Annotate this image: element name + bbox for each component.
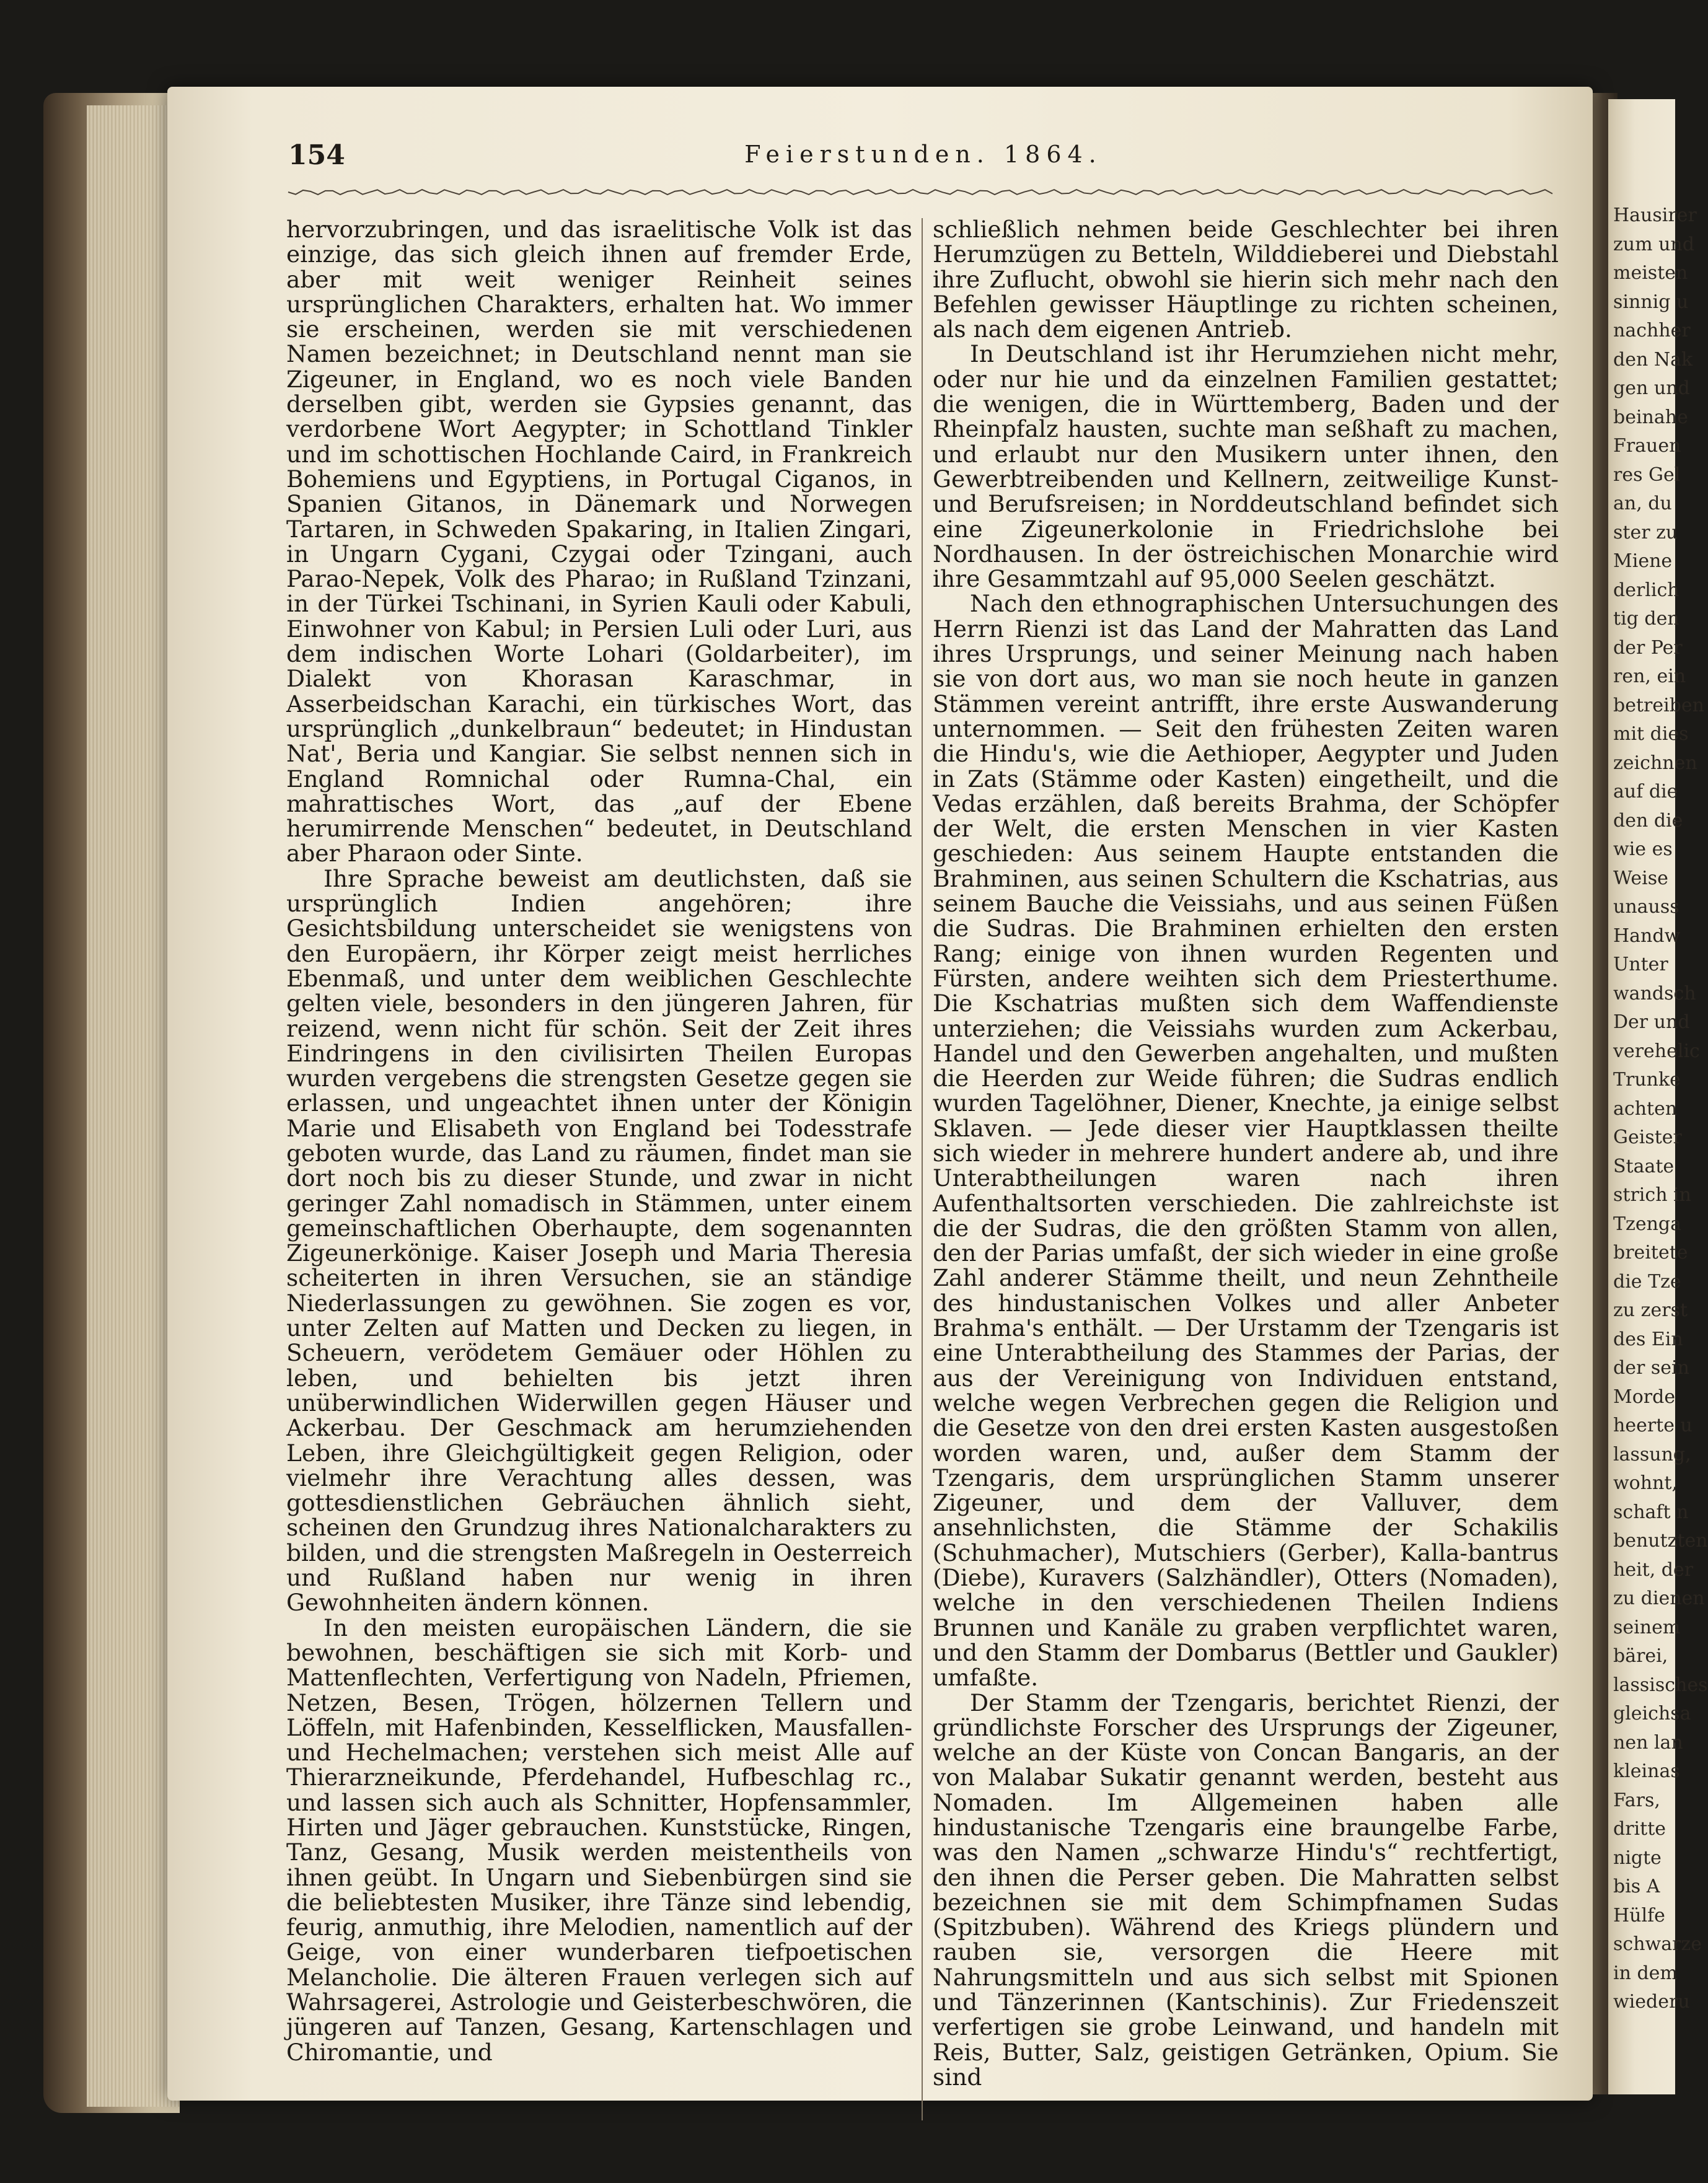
facing-page-line: mit dies: [1613, 723, 1689, 745]
facing-page-line: Hülfe: [1613, 1904, 1665, 1926]
facing-page-line: die Tze: [1613, 1270, 1681, 1293]
facing-page-line: res Gel: [1613, 463, 1681, 486]
facing-page-line: Tzenga: [1613, 1213, 1681, 1235]
facing-page-line: des Ein: [1613, 1328, 1683, 1350]
facing-page-line: wie es: [1613, 838, 1673, 860]
header-wavy-rule: [288, 186, 1559, 198]
facing-page-line: heit, der: [1613, 1558, 1694, 1581]
facing-page-line: wohnt,: [1613, 1472, 1678, 1494]
facing-page-line: Der und: [1613, 1011, 1690, 1033]
column-divider: [922, 218, 923, 2120]
facing-page-line: strich in: [1613, 1184, 1691, 1206]
facing-page-line: derlich: [1613, 579, 1679, 601]
facing-page-line: gleichsa: [1613, 1703, 1691, 1724]
facing-page-line: Trunke: [1613, 1069, 1681, 1091]
right-text-column: [933, 217, 1559, 2089]
facing-page-line: zu zerst: [1613, 1299, 1688, 1321]
facing-page-line: auf die: [1613, 781, 1678, 802]
facing-page-line: Hausirer: [1613, 204, 1697, 226]
facing-page-line: Geister: [1613, 1127, 1682, 1148]
facing-page-line: kleinas: [1613, 1760, 1680, 1782]
page-header: [288, 139, 1559, 177]
paragraph: In den meisten europäischen Ländern, die sie bewohnen, beschäftigen sie sich mit Korb- und Mattenflechten, Verfertigung von Nadeln, Pfriemen, Netzen, Besen, Trögen, hölzernen Tellern und Löffeln, mit Hafenbinden, Kesselflicken, Mausfallen- und Hechelmachen; verstehen sich meist Alle auf Thierarzneikunde, Pferdehandel, Hufbeschlag rc., und lassen sich auch als Schnitter, Hopfensammler, Hirten und Jäger gebrauchen. Kunststücke, Ringen, Tanz, Gesang, Musik werden meistentheils von ihnen geübt. In Ungarn und Siebenbürgen sind sie die beliebtesten Musiker, ihre Tänze sind lebendig, feurig, anmuthig, ihre Melodien, namentlich auf der Geige, von einer wunderbaren tiefpoetischen Melancholie. Die älteren Frauen verlegen sich auf Wahrsagerei, Astrologie und Geisterbeschwören, die jüngeren auf Tanzen, Gesang, Kartenschlagen und Chiromantie, und: [286, 1614, 912, 2066]
facing-page-line: Morde: [1613, 1386, 1676, 1408]
facing-page-line: Frauen: [1613, 435, 1681, 457]
paragraph: schließlich nehmen beide Geschlechter bei ihren Herumzügen zu Betteln, Wilddieberei und Diebstahl ihre Zuflucht, obwohl sie hierin sich mehr nach den Befehlen gewisser Häuptlinge zu richten scheinen, als nach dem eigenen Antrieb.: [933, 216, 1559, 343]
page-edges: [87, 105, 180, 2107]
facing-page-line: Miene: [1613, 550, 1673, 572]
page-number: 154: [288, 139, 345, 171]
facing-page-line: der Per: [1613, 636, 1683, 659]
facing-page-line: schwarze: [1613, 1933, 1702, 1955]
facing-page-line: wiederu: [1613, 1991, 1690, 2013]
facing-page-line: nachher: [1613, 320, 1691, 341]
facing-page-line: den die: [1613, 809, 1683, 832]
running-title: Feierstunden. 1864.: [744, 141, 1103, 168]
facing-page-line: benutzten: [1613, 1530, 1708, 1552]
facing-page-line: Unter: [1613, 954, 1668, 975]
facing-page-line: in dem: [1613, 1962, 1678, 1984]
facing-page-line: zeichnen: [1613, 752, 1697, 774]
facing-page-line: lassung,: [1613, 1443, 1691, 1465]
facing-page-line: gen und: [1613, 377, 1690, 399]
paragraph: In Deutschland ist ihr Herumziehen nicht mehr, oder nur hie und da einzelnen Familien gestattet; die wenigen, die in Württemberg, Baden und der Rheinpfalz hausten, suchte man seßhaft zu machen, und erlaubt nur den Musikern unter ihnen, den Gewerbtreibenden und Kellnern, zeitweilige Kunst- und Berufsreisen; in Norddeutschland befindet sich eine Zigeunerkolonie in Friedrichslohe bei Nordhausen. In der östreichischen Monarchie wird ihre Gesammtzahl auf 95,000 Seelen geschätzt.: [933, 340, 1559, 593]
facing-page-line: sinnig u: [1613, 291, 1689, 313]
facing-page-line: bis A: [1613, 1876, 1660, 1897]
facing-page-line: breitete: [1613, 1242, 1688, 1263]
facing-page-line: seinem: [1613, 1616, 1681, 1638]
facing-page-line: Staate: [1613, 1155, 1675, 1177]
facing-page-line: heerte u: [1613, 1415, 1693, 1436]
facing-page-line: beinahe: [1613, 406, 1688, 428]
facing-page-line: Weise: [1613, 867, 1668, 889]
facing-page-line: nigte: [1613, 1847, 1662, 1869]
facing-page-line: ren, ein: [1613, 665, 1686, 687]
facing-page-line: unauss: [1613, 896, 1679, 918]
paragraph: Ihre Sprache beweist am deutlichsten, daß sie ursprünglich Indien angehören; ihre Gesichtsbildung unterscheidet sie wenigstens von den Europäern, ihr Körper zeigt meist herrliches Ebenmaß, und unter dem weiblichen Geschlechte gelten viele, besonders in den jüngeren Jahren, für reizend, wenn nicht für schön. Seit der Zeit ihres Eindringens in den civilisirten Theilen Europas wurden vergebens die strengsten Gesetze gegen sie erlassen, und ungeachtet ihnen unter der Königin Marie und Elisabeth von England bei Todesstrafe geboten wurde, das Land zu räumen, findet man sie dort noch bis zu dieser Stunde, und zwar in nicht geringer Zahl nomadisch in Stämmen, unter einem gemeinschaftlichen Oberhaupte, dem sogenannten Zigeunerkönige. Kaiser Joseph und Maria Theresia scheiterten in ihren Versuchen, sie an ständige Niederlassungen zu gewöhnen. Sie zogen es vor, unter Zelten auf Matten und Decken zu liegen, in Scheuern, verödetem Gemäuer oder Höhlen zu leben, und behielten bis jetzt ihren unüberwindlichen Widerwillen gegen Häuser und Ackerbau. Der Geschmack am herumziehenden Leben, ihre Gleichgültigkeit gegen Religion, oder vielmehr ihre Verachtung alles dessen, was gottesdienstlichen Gebräuchen ähnlich sieht, scheinen den Grundzug ihres Nationalcharakters zu bilden, und die strengsten Maßregeln in Oesterreich und Rußland haben nur wenig in ihren Gewohnheiten ändern können.: [286, 864, 912, 1617]
facing-page-line: bärei,: [1613, 1645, 1668, 1667]
facing-page-line: wandsch: [1613, 982, 1696, 1004]
facing-page-line: betreiben: [1613, 694, 1704, 716]
facing-page-line: zu dienen: [1613, 1588, 1705, 1609]
facing-page-line: lassisches: [1613, 1674, 1708, 1696]
facing-page-line: meisten: [1613, 262, 1688, 284]
facing-page-line: dritte: [1613, 1818, 1666, 1840]
facing-page-line: nen lan: [1613, 1731, 1683, 1754]
facing-page-line: den Nak: [1613, 348, 1693, 371]
facing-page-line: an, du: [1613, 493, 1672, 514]
facing-page-line: tig den: [1613, 608, 1679, 630]
facing-page-line: verehelic: [1613, 1040, 1700, 1062]
facing-page-line: Fars,: [1613, 1789, 1660, 1811]
facing-page-line: schaft n: [1613, 1501, 1689, 1523]
paragraph: Der Stamm der Tzengaris, berichtet Rienzi, der gründlichste Forscher des Ursprungs der Zigeuner, welche an der Küste von Concan Bangaris, an der von Malabar Sukatir genannt werden, besteht aus Nomaden. Im Allgemeinen haben alle hindustanische Tzengaris eine braungelbe Farbe, was den Namen „schwarze Hindu's“ rechtfertigt, den ihnen die Perser geben. Die Mahratten selbst bezeichnen sie mit dem Schimpfnamen Sudas (Spitzbuben). Während des Kriegs plündern und rauben sie, versorgen die Heere mit Nahrungsmitteln und aus sich selbst mit Spionen und Tänzerinnen (Kantschinis). Zur Friedenszeit verfertigen sie grobe Leinwand, und handeln mit Reis, Butter, Salz, geistigen Getränken, Opium. Sie sind: [933, 1689, 1559, 2091]
paragraph: Nach den ethnographischen Untersuchungen des Herrn Rienzi ist das Land der Mahratten das Land ihres Ursprungs, und seiner Meinung nach haben sie von dort aus, wo man sie noch heute in ganzen Stämmen vereint antrifft, ihre erste Auswanderung unternommen. — Seit den frühesten Zeiten waren die Hindu's, wie die Aethioper, Aegypter und Juden in Zats (Stämme oder Kasten) eingetheilt, und die Vedas erzählen, daß bereits Brahma, der Schöpfer der Welt, die ersten Menschen in vier Kasten geschieden: Aus seinem Haupte entstanden die Brahminen, aus seinen Schultern die Kschatrias, aus seinem Bauche die Veissiahs, und aus seinen Füßen die Sudras. Die Brahminen erhielten den ersten Rang; einige von ihnen wurden Regenten und Fürsten, andere weihten sich dem Priesterthume. Die Kschatrias mußten sich dem Waffendienste unterziehen; die Veissiahs wurden zum Ackerbau, Handel und den Gewerben angehalten, und mußten die Heerden zur Weide führen; die Sudras endlich wurden Tagelöhner, Diener, Knechte, ja einige selbst Sklaven. — Jede dieser vier Hauptklassen theilte sich wieder in mehrere hundert andere ab, und ihre Unterabtheilungen waren nach ihren Aufenthaltsorten verschieden. Die zahlreichste ist die der Sudras, die den größten Stamm von allen, den der Parias umfaßt, der sich wieder in eine große Zahl anderer Stämme theilt, und neun Zehntheile des hindustanischen Volkes und aller Anbeter Brahma's enthält. — Der Urstamm der Tzengaris ist eine Unterabtheilung des Stammes der Parias, der aus der Vereinigung von Individuen entstand, welche wegen Verbrechen gegen die Religion und die Gesetze von den drei ersten Kasten ausgestoßen worden waren, und, außer dem Stamm der Tzengaris, dem ursprünglichen Stamm unserer Zigeuner, und dem der Valluver, dem ansehnlichsten, die Stämme der Schakilis (Schuhmacher), Mutschiers (Gerber), Kalla-bantrus (Diebe), Kuravers (Salzhändler), Otters (Nomaden), welche in den verschiedenen Theilen Indiens Brunnen und Kanäle zu graben verpflichtet waren, und den Stamm der Dombarus (Bettler und Gaukler) umfaßte.: [933, 590, 1559, 1692]
facing-page-fragment: [1608, 99, 1708, 2094]
facing-page-line: der sein: [1613, 1357, 1689, 1379]
left-text-column: [286, 217, 912, 2065]
facing-page-line: ster zu: [1613, 521, 1678, 543]
paragraph: hervorzubringen, und das israelitische Volk ist das einzige, das sich gleich ihnen auf fremder Erde, aber mit weit weniger Reinheit seines ursprünglichen Charakters, erhalten hat. Wo immer sie erscheinen, werden sie mit verschiedenen Namen bezeichnet; in Deutschland nennt man sie Zigeuner, in England, wo es noch viele Banden derselben gibt, werden sie Gypsies genannt, das verdorbene Wort Aegypter; in Schottland Tinkler und im schottischen Hochlande Caird, in Frankreich Bohemiens und Egyptiens, in Portugal Ciganos, in Spanien Gitanos, in Dänemark und Norwegen Tartaren, in Schweden Spakaring, in Italien Zingari, in Ungarn Cygani, Czygai oder Tzingani, auch Parao-Nepek, Volk des Pharao; in Rußland Tzinzani, in der Türkei Tschinani, in Syrien Kauli oder Kabuli, Einwohner von Kabul; in Persien Luli oder Luri, aus dem indischen Worte Lohari (Goldarbeiter), im Dialekt von Khorasan Karaschmar, in Asserbeidschan Karachi, ein türkisches Wort, das ursprünglich „dunkelbraun“ bedeutet; in Hindustan Nat', Beria und Kangiar. Sie selbst nennen sich in England Romnichal oder Rumna-Chal, ein mahrattisches Wort, das „auf der Ebene herumirrende Menschen“ bedeutet, in Deutschland aber Pharaon oder Sinte.: [286, 216, 912, 867]
facing-page-line: achten: [1613, 1097, 1678, 1120]
facing-page-line: zum und: [1613, 233, 1694, 255]
facing-page-line: Handw: [1613, 925, 1681, 947]
